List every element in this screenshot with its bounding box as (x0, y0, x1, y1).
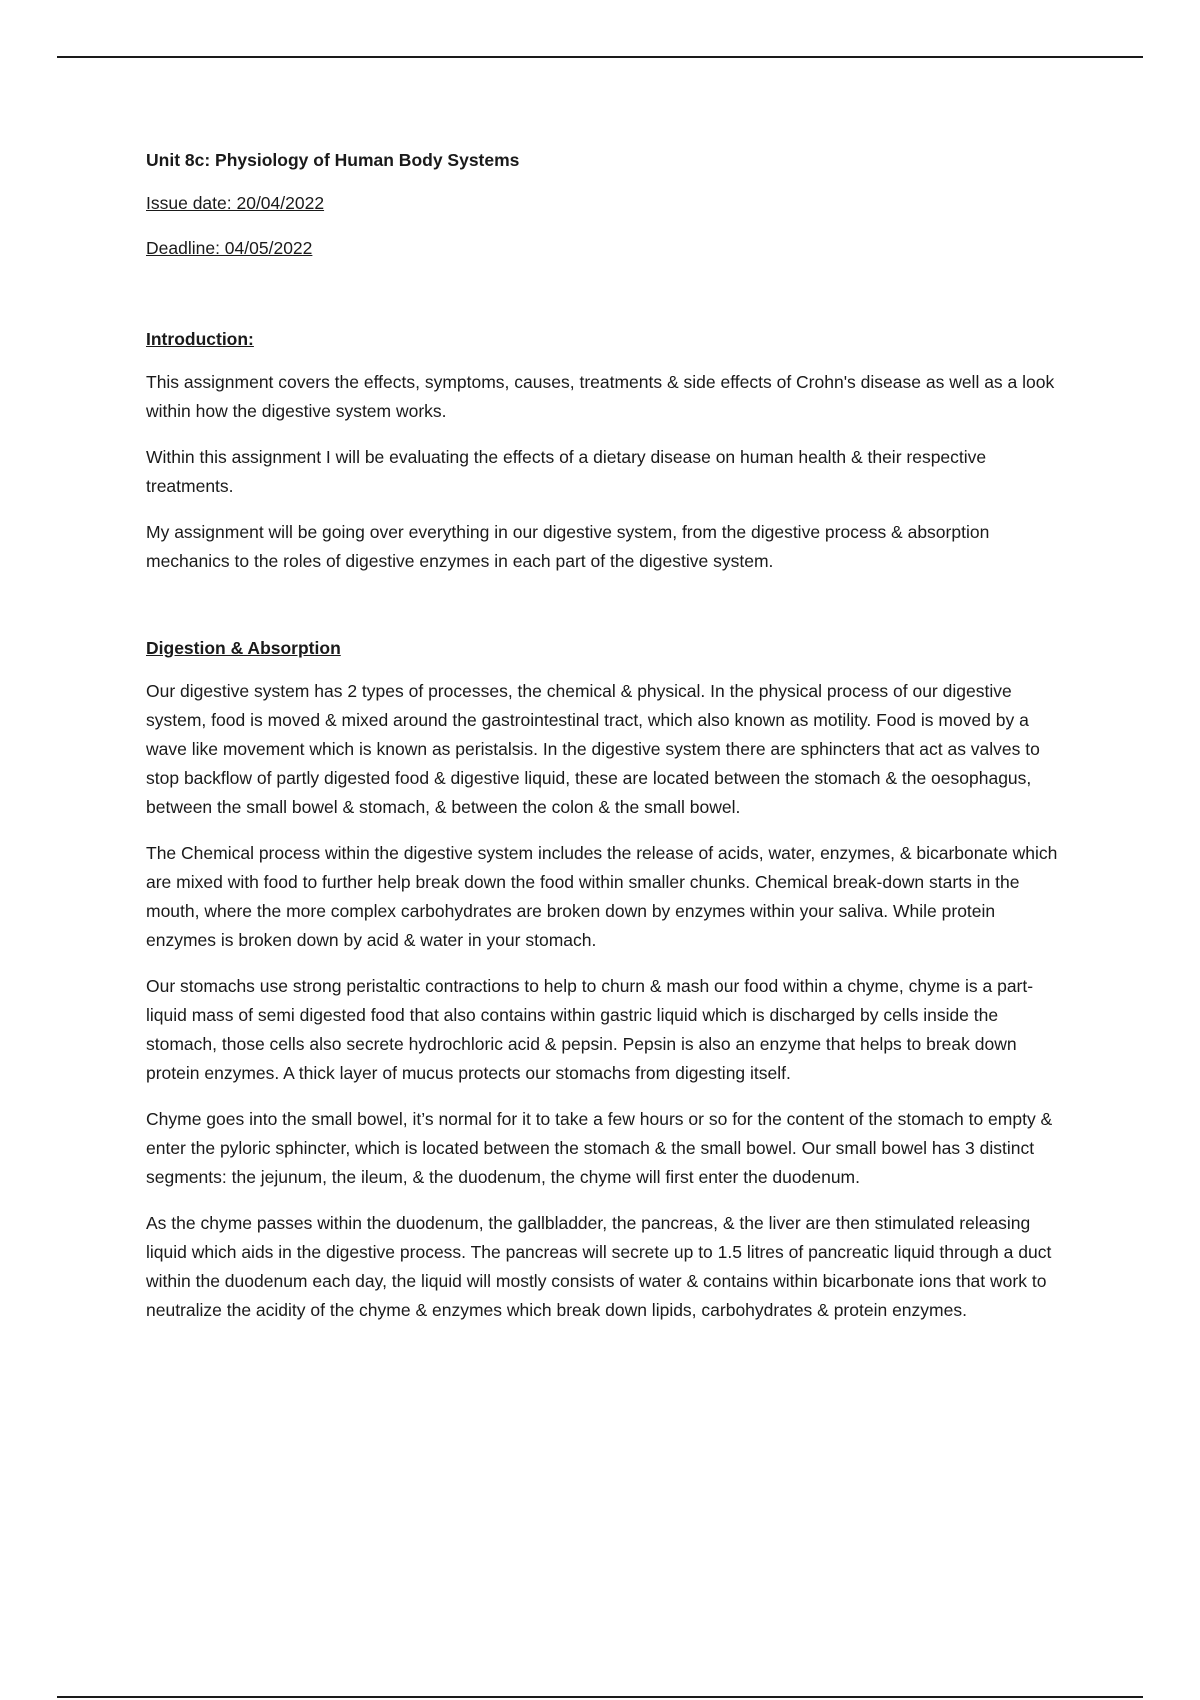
introduction-paragraph: My assignment will be going over everything in our digestive system, from the digestive process & absorption mechanics to the roles of digestive enzymes in each part of the digestive system. (146, 522, 990, 571)
digestion-paragraph: As the chyme passes within the duodenum, the gallbladder, the pancreas, & the liver are then stimulated releasing liquid which aids in the digestive process. The pancreas will secrete up to 1.5 litres of pancreatic liquid through a duct within the duodenum each day, the liquid will mostly consists of water & contains within bicarbonate ions that work to neutralize the acidity of the chyme & enzymes which break down lipids, carbohydrates & protein enzymes. (146, 1213, 1052, 1320)
digestion-heading: Digestion & Absorption (146, 638, 341, 658)
introduction-heading: Introduction: (146, 329, 254, 349)
digestion-paragraph: Our digestive system has 2 types of processes, the chemical & physical. In the physical process of our digestive system, food is moved & mixed around the gastrointestinal tract, which also known as motility. Food is moved by a wave like movement which is known as peristalsis. In the digestive system there are sphincters that act as valves to stop backflow of partly digested food & digestive liquid, these are located between the stomach & the oesophagus, between the small bowel & stomach, & between the colon & the small bowel. (146, 681, 1040, 817)
deadline: Deadline: 04/05/2022 (146, 238, 313, 258)
digestion-paragraph: Our stomachs use strong peristaltic contractions to help to churn & mash our food within a chyme, chyme is a part-liquid mass of semi digested food that also contains within gastric liquid which is discharged by cells inside the stomach, those cells also secrete hydrochloric acid & pepsin. Pepsin is also an enzyme that helps to break down protein enzymes. A thick layer of mucus protects our stomachs from digesting itself. (146, 976, 1034, 1083)
issue-date: Issue date: 20/04/2022 (146, 193, 325, 213)
introduction-paragraph: Within this assignment I will be evaluating the effects of a dietary disease on human health & their respective treatments. (146, 447, 987, 496)
header-rule (57, 56, 1143, 58)
footer-rule (57, 1696, 1143, 1698)
digestion-paragraph: The Chemical process within the digestive system includes the release of acids, water, enzymes, & bicarbonate which are mixed with food to further help break down the food within smaller chunks. Chemical break-down starts in the mouth, where the more complex carbohydrates are broken down by enzymes within your saliva. While protein enzymes is broken down by acid & water in your stomach. (146, 843, 1058, 950)
document-title: Unit 8c: Physiology of Human Body Systems (146, 150, 520, 170)
digestion-paragraph: Chyme goes into the small bowel, it’s normal for it to take a few hours or so for the content of the stomach to empty & enter the pyloric sphincter, which is located between the stomach & the small bowel. Our small bowel has 3 distinct segments: the jejunum, the ileum, & the duodenum, the chyme will first enter the duodenum. (146, 1109, 1053, 1187)
document-body (146, 146, 1066, 1342)
introduction-paragraph: This assignment covers the effects, symptoms, causes, treatments & side effects of Crohn's disease as well as a look within how the digestive system works. (146, 372, 1055, 421)
